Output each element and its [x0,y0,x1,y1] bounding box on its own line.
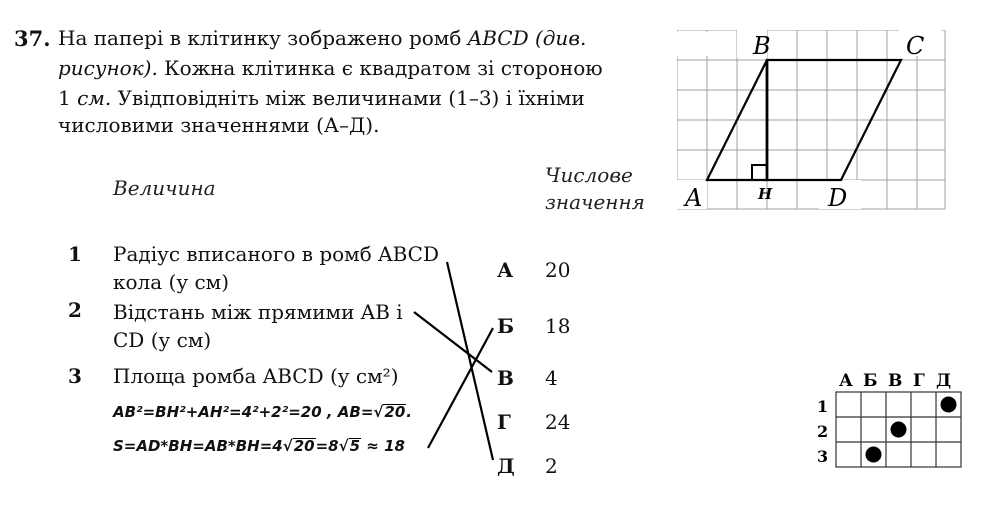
grid-row-3: 3 [817,447,829,466]
label-d: D [828,184,848,210]
value-letter-d: Д [497,454,515,478]
right-angle-mark [752,165,767,180]
handwritten-solution-line1: AB²=BH²+AH²=4²+2²=20 , AB=√20. [113,403,412,421]
problem-line-4: числовими значеннями (А–Д). [58,113,380,137]
grid-col-d: Д [936,371,952,391]
problem-line-2: рисунок). Кожна клітинка є квадратом зі стороною [58,56,603,80]
answer-mark-2 [891,422,907,438]
quantity-header: Величина [113,176,216,200]
problem-line-3: 1 см. Увідповідніть між величинами (1–3) і їхніми [58,86,585,110]
label-b: B [753,32,771,60]
match-line-3-b [428,328,493,448]
label-a: A [685,184,703,210]
value-letter-g: Г [497,410,511,434]
quantity-number-3: 3 [68,364,82,388]
value-g: 24 [545,410,571,434]
grid-row-2: 2 [817,422,829,441]
grid-col-a: А [839,371,853,391]
label-c: C [906,32,925,60]
quantity-1-line2: кола (у см) [113,270,230,294]
answer-grid [808,366,968,470]
answer-mark-1 [941,397,957,413]
quantity-1-line1: Радіус вписаного в ромб ABCD [113,242,439,266]
problem-number: 37. [14,26,51,51]
quantity-3-line1: Площа ромба ABCD (у см²) [113,364,399,388]
handwritten-solution-line2: S=AD*BH=AB*BH=4√20=8√5 ≈ 18 [113,437,405,455]
grid-col-g: Г [913,371,925,391]
value-header-line1: Числове [545,163,633,187]
value-letter-v: В [497,366,514,390]
value-b: 18 [545,314,571,338]
quantity-2-line2: CD (у см) [113,328,212,352]
answer-mark-3 [866,447,882,463]
value-d: 2 [545,454,558,478]
problem-line-1: На папері в клітинку зображено ромб ABCD (див. [58,26,587,50]
match-line-2-v [414,312,492,372]
figure-grid [677,30,945,209]
value-letter-b: Б [497,314,515,338]
value-header-line2: значення [545,190,645,214]
value-letter-a: А [497,258,514,282]
grid-col-v: В [888,371,903,391]
rhombus-figure [677,30,946,210]
quantity-number-1: 1 [68,242,82,266]
value-a: 20 [545,258,571,282]
match-line-1-d [447,262,493,460]
value-v: 4 [545,366,558,390]
quantity-2-line1: Відстань між прямими AB і [113,300,403,324]
quantity-number-2: 2 [68,298,82,322]
grid-col-b: Б [863,371,878,391]
label-h: H [758,185,773,203]
grid-row-1: 1 [817,397,829,416]
